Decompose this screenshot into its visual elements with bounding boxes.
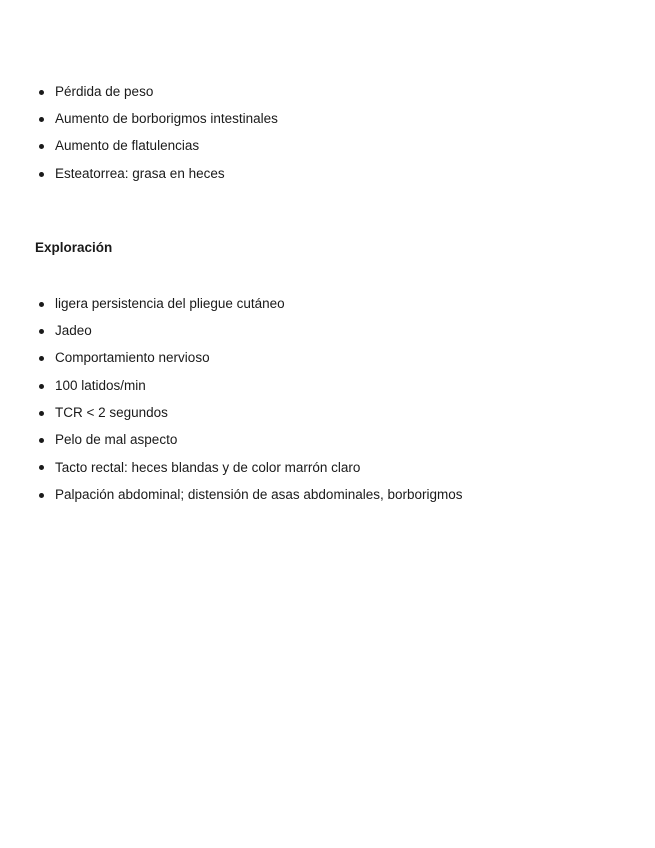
bullet-icon: [39, 438, 44, 443]
list-item-text: Comportamiento nervioso: [55, 350, 210, 366]
bullet-icon: [39, 465, 44, 470]
list-item: [36, 78, 636, 105]
list-item-text: Aumento de borborigmos intestinales: [55, 111, 278, 127]
list-item-text: Pelo de mal aspecto: [55, 432, 178, 448]
exploration-heading: Exploración: [35, 240, 113, 255]
list-item-text: Palpación abdominal; distensión de asas abdominales, borborigmos: [55, 486, 463, 502]
bullet-icon: [39, 144, 44, 149]
list-item: [36, 290, 636, 317]
bullet-icon: [39, 302, 44, 307]
bullet-icon: [39, 172, 44, 177]
list-item-text: Tacto rectal: heces blandas y de color marrón claro: [55, 459, 361, 475]
list-item: [36, 426, 636, 453]
list-item-text: Esteatorrea: grasa en heces: [55, 165, 225, 181]
bullet-icon: [39, 356, 44, 361]
exploration-list: [36, 290, 636, 508]
bullet-icon: [39, 411, 44, 416]
list-item: [36, 317, 636, 344]
list-item-text: 100 latidos/min: [55, 377, 146, 393]
bullet-icon: [39, 90, 44, 95]
symptoms-list: [36, 78, 636, 187]
bullet-icon: [39, 493, 44, 498]
list-item-text: Aumento de flatulencias: [55, 138, 200, 154]
list-item-text: TCR < 2 segundos: [55, 405, 168, 421]
list-item-text: Pérdida de peso: [55, 83, 154, 99]
bullet-icon: [39, 384, 44, 389]
list-item-text: Jadeo: [55, 323, 92, 339]
list-item: [36, 133, 636, 160]
list-item: [36, 160, 636, 187]
list-item: [36, 345, 636, 372]
list-item: [36, 105, 636, 132]
list-item-text: ligera persistencia del pliegue cutáneo: [55, 295, 285, 311]
list-item: [36, 481, 636, 508]
list-item: [36, 399, 636, 426]
bullet-icon: [39, 117, 44, 122]
bullet-icon: [39, 329, 44, 334]
list-item: [36, 454, 636, 481]
list-item: [36, 372, 636, 399]
